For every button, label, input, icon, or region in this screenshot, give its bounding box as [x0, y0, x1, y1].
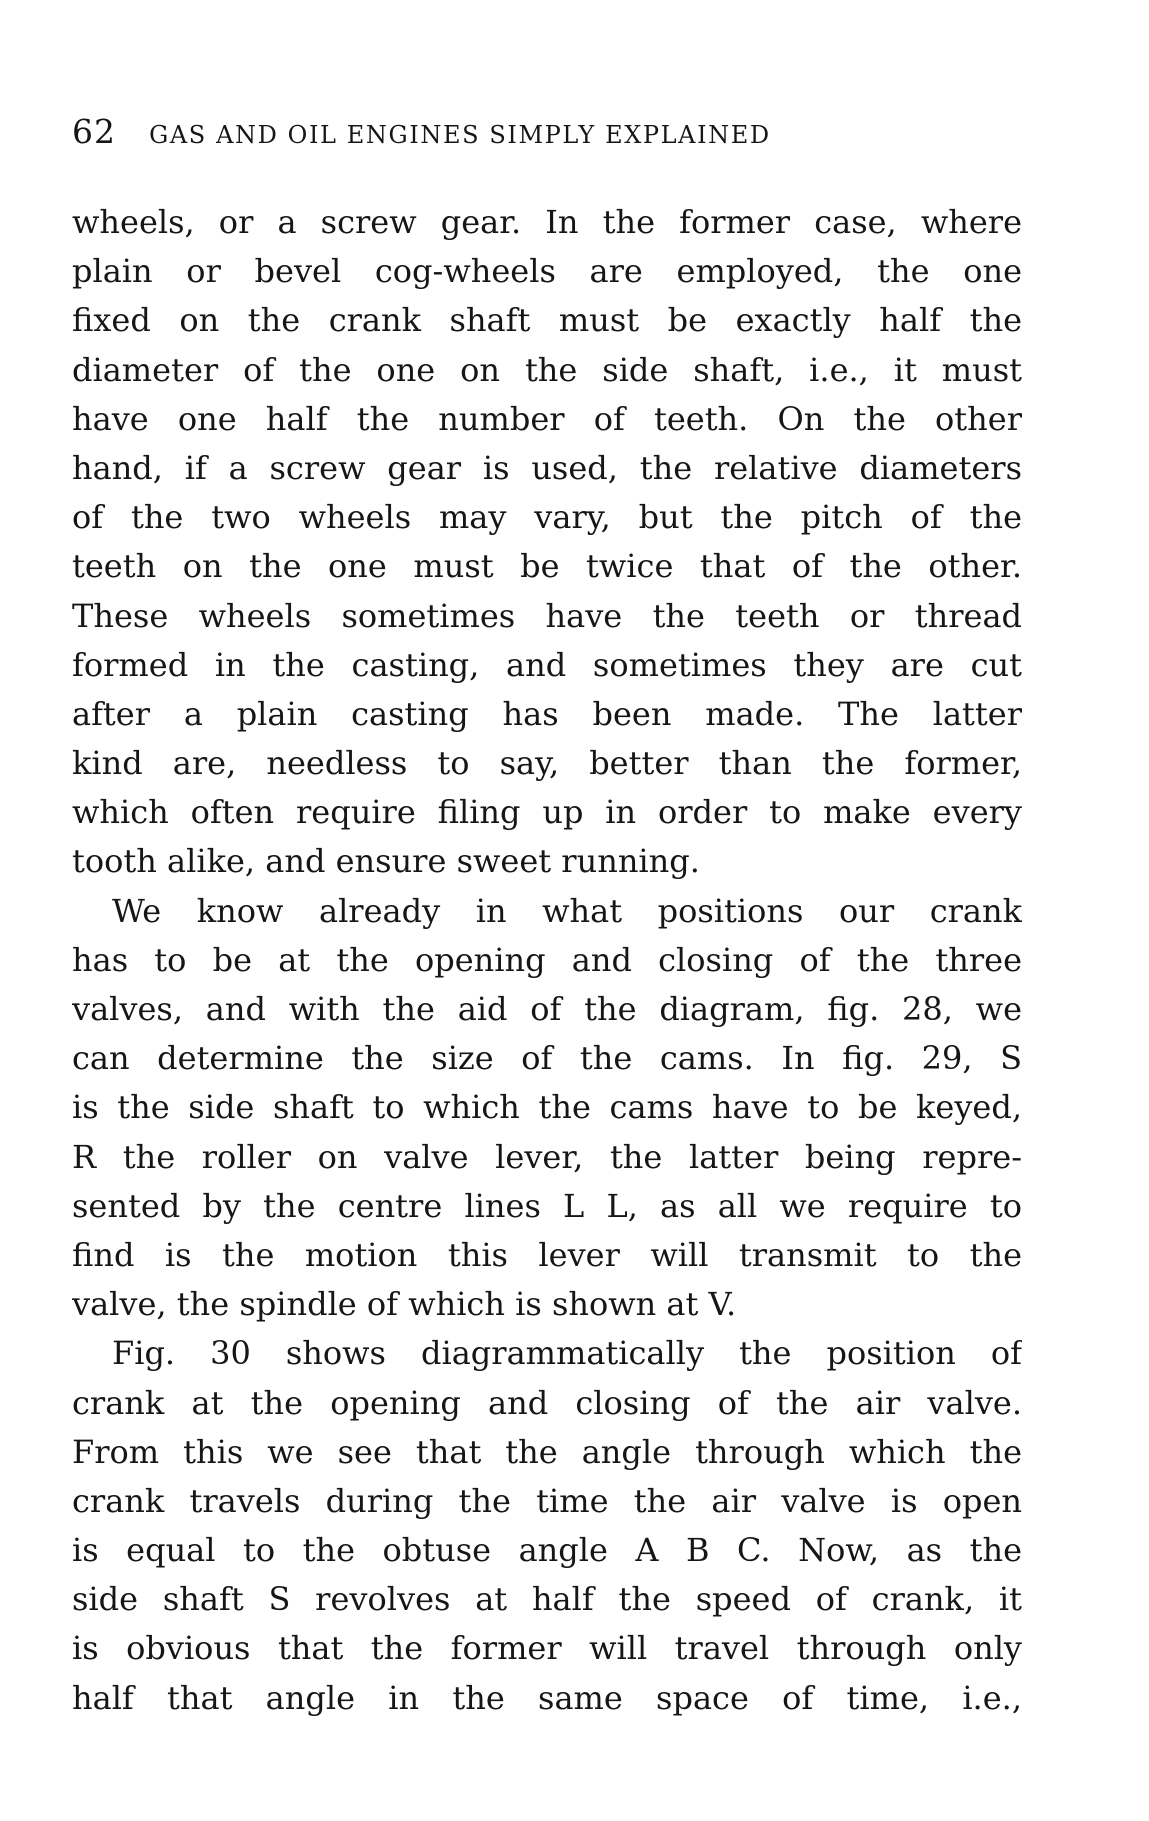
text-line: can determine the size of the cams. In fig. 29, S [72, 1039, 1022, 1078]
text-line: which often require filing up in order to make every [72, 793, 1022, 832]
text-line: We know already in what positions our crank [112, 891, 1022, 930]
text-line: R the roller on valve lever, the latter being repre- [72, 1137, 1022, 1176]
running-head: GAS AND OIL ENGINES SIMPLY EXPLAINED [149, 121, 771, 149]
text-line: teeth on the one must be twice that of the other. [72, 547, 1022, 586]
text-line: side shaft S revolves at half the speed of crank, it [72, 1580, 1022, 1619]
text-line: half that angle in the same space of time, i.e., [72, 1678, 1022, 1717]
text-line: crank at the opening and closing of the air valve. [72, 1383, 1022, 1422]
paragraph [72, 887, 1022, 1330]
text-line: is obvious that the former will travel through only [72, 1629, 1022, 1668]
text-line: formed in the casting, and sometimes they are cut [72, 645, 1022, 684]
text-line: tooth alike, and ensure sweet running. [72, 842, 700, 881]
paragraph [72, 1329, 1022, 1723]
body-text [72, 198, 1022, 1723]
text-line: fixed on the crank shaft must be exactly half the [72, 301, 1022, 340]
text-line: valves, and with the aid of the diagram, fig. 28, we [72, 990, 1022, 1028]
text-line: is the side shaft to which the cams have to be keyed, [72, 1088, 1022, 1127]
paragraph [72, 198, 1022, 887]
text-line: Fig. 30 shows diagrammatically the position of [112, 1334, 1022, 1373]
text-line: after a plain casting has been made. The latter [72, 694, 1022, 733]
text-line: hand, if a screw gear is used, the relative diameters [72, 448, 1022, 487]
text-line: From this we see that the angle through which the [72, 1432, 1022, 1471]
text-line: of the two wheels may vary, but the pitch of the [72, 498, 1022, 537]
text-line: These wheels sometimes have the teeth or thread [72, 596, 1022, 635]
page-header [72, 112, 1022, 162]
text-line: has to be at the opening and closing of the three [72, 940, 1022, 979]
text-line: valve, the spindle of which is shown at V. [72, 1285, 737, 1324]
text-line: crank travels during the time the air valve is open [72, 1481, 1022, 1520]
text-line: have one half the number of teeth. On the other [72, 399, 1022, 438]
text-line: find is the motion this lever will transmit to the [72, 1235, 1022, 1274]
page-number: 62 [72, 112, 116, 151]
text-line: wheels, or a screw gear. In the former case, where [72, 203, 1022, 241]
text-line: sented by the centre lines L L, as all we require to [72, 1186, 1022, 1225]
text-line: plain or bevel cog-wheels are employed, the one [72, 252, 1022, 291]
text-line: kind are, needless to say, better than the former, [72, 744, 1022, 783]
text-line: is equal to the obtuse angle A B C. Now, as the [72, 1531, 1022, 1570]
text-line: diameter of the one on the side shaft, i.e., it must [72, 350, 1022, 389]
